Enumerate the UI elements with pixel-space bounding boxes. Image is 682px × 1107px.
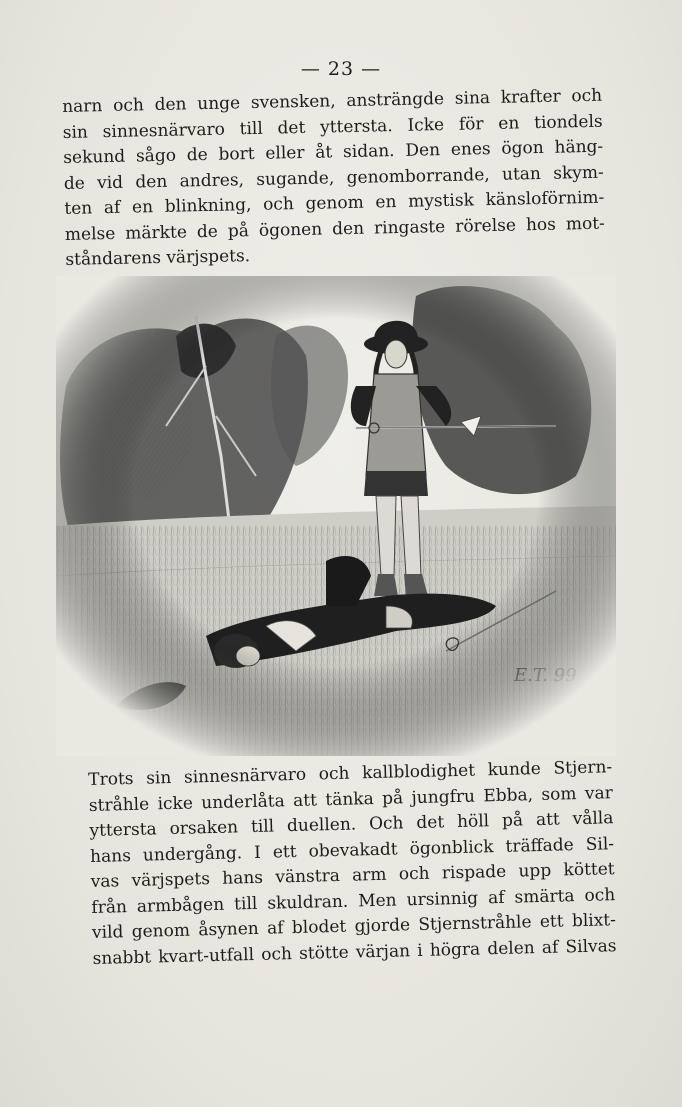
text-line: narn och den unge svensken, ansträngde sina krafter och bbox=[62, 85, 603, 117]
text-line: melse märkte de på ögonen den ringaste rörelse hos mot- bbox=[64, 213, 606, 245]
text-line: ståndarens värjspets. bbox=[65, 246, 251, 270]
text-line: vas värjspets hans vänstra arm och rispade upp köttet bbox=[90, 859, 615, 892]
text-line: från armbågen till skuldran. Men ursinnig af smärta och bbox=[91, 884, 616, 918]
text-line: stråhle icke underlåta att tänka på jungfru Ebba, som var bbox=[88, 782, 614, 816]
text-line: ten af en blinkning, och genom en mystisk känsloförnim- bbox=[64, 187, 605, 219]
text-line: yttersta orsaken till duellen. Och det höll på att vålla bbox=[89, 808, 614, 841]
text-line: sin sinnesnärvaro till det yttersta. Icke för en tiondels bbox=[62, 111, 603, 143]
duel-illustration bbox=[56, 276, 616, 756]
bottom-paragraph bbox=[88, 755, 617, 972]
text-line: Trots sin sinnesnärvaro och kallblodighet kunde Stjern- bbox=[88, 757, 613, 790]
text-line: de vid den andres, sugande, genomborrande, utan skym- bbox=[63, 162, 604, 194]
top-paragraph bbox=[62, 84, 606, 274]
text-line: snabbt kvart-utfall och stötte värjan i högra delen af Silvas bbox=[92, 935, 617, 969]
text-line: vild genom åsynen af blodet gjorde Stjernstråhle ett blixt- bbox=[91, 910, 617, 943]
text-line: sekund sågo de bort eller åt sidan. Den enes ögon häng- bbox=[63, 136, 604, 168]
page-number: — 23 — bbox=[300, 58, 382, 80]
text-line: hans undergång. I ett obevakadt ögonblick träffade Sil- bbox=[89, 833, 615, 867]
